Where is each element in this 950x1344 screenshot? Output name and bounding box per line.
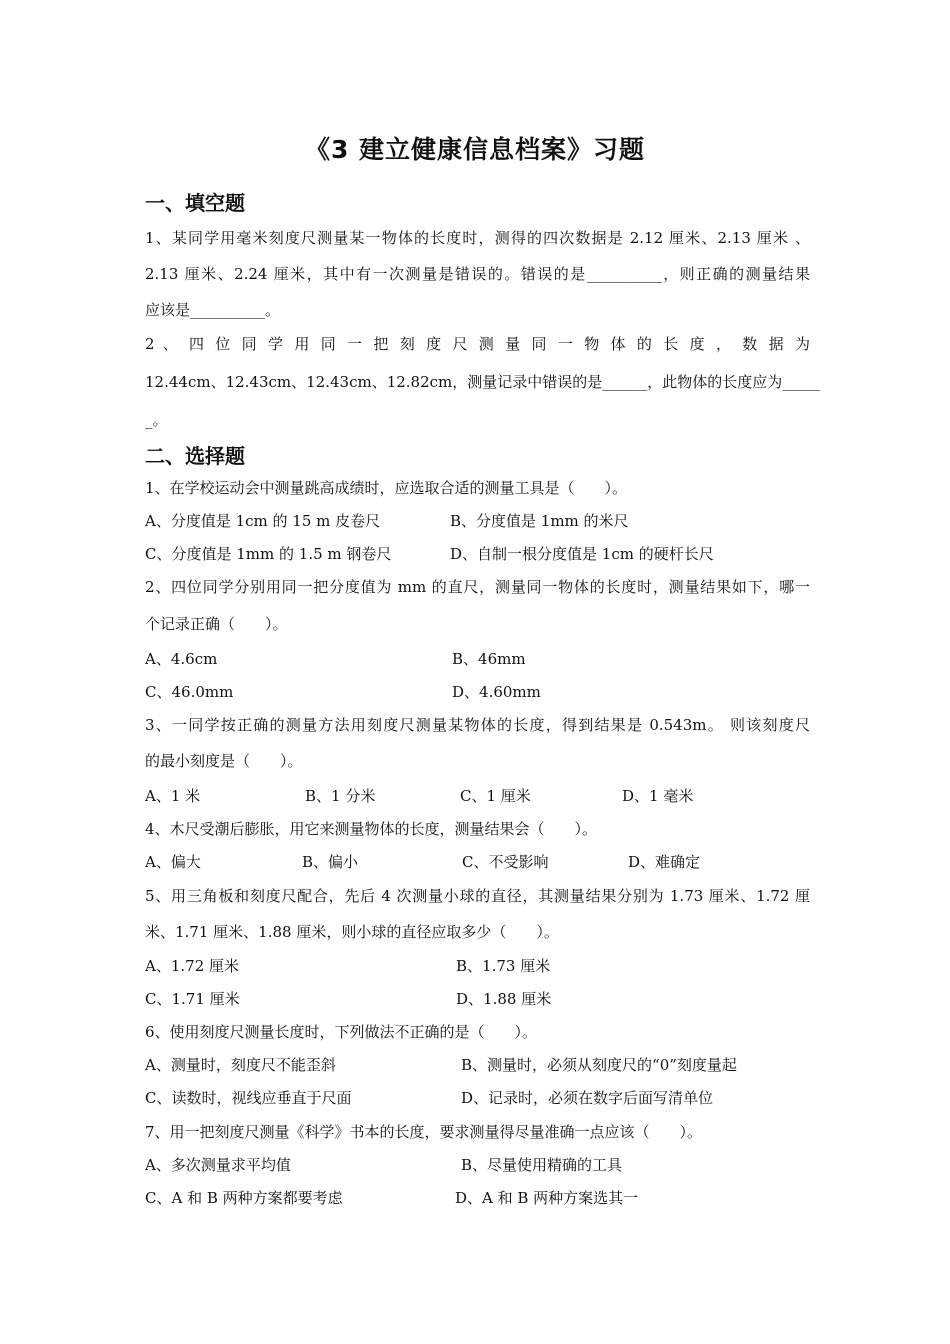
choice-q7-option-a: A、多次测量求平均值: [145, 1156, 291, 1174]
fill-q1-line1: 1、某同学用毫米刻度尺测量某一物体的长度时，测得的四次数据是 2.12 厘米、2.13 厘米 、: [145, 229, 810, 247]
choice-q7-stem: 7、用一把刻度尺测量《科学》书本的长度，要求测量得尽量准确一点应该（ ）。: [145, 1123, 703, 1141]
choice-q1-option-d: D、自制一根分度值是 1cm 的硬杆长尺: [450, 545, 714, 563]
choice-q6-option-a: A、测量时，刻度尺不能歪斜: [145, 1056, 336, 1074]
choice-q3-stem-line2: 的最小刻度是（ ）。: [145, 752, 303, 770]
choice-q1-option-b: B、分度值是 1mm 的米尺: [450, 512, 629, 530]
choice-q2-option-d: D、4.60mm: [452, 683, 541, 701]
fill-q1-line2: 2.13 厘米、2.24 厘米，其中有一次测量是错误的。错误的是__________，则正确的测量结果: [145, 265, 810, 283]
choice-q2-option-c: C、46.0mm: [145, 683, 234, 701]
choice-q5-stem-line2: 米、1.71 厘米、1.88 厘米，则小球的直径应取多少（ ）。: [145, 923, 559, 941]
choice-q4-option-a: A、偏大: [145, 853, 201, 871]
fill-q2-line2: 12.44cm、12.43cm、12.43cm、12.82cm，测量记录中错误的是______，此物体的长度应为_____: [145, 373, 820, 391]
choice-q1-option-c: C、分度值是 1mm 的 1.5 m 钢卷尺: [145, 545, 392, 563]
choice-q4-option-c: C、不受影响: [462, 853, 549, 871]
fill-q1-line3: 应该是__________。: [145, 301, 281, 319]
choice-q4-option-d: D、难确定: [628, 853, 701, 871]
choice-q5-option-b: B、1.73 厘米: [456, 957, 551, 975]
fill-q2-line3: _。: [145, 411, 168, 429]
choice-q2-stem-line2: 个记录正确（ ）。: [145, 615, 288, 633]
choice-q1-option-a: A、分度值是 1cm 的 15 m 皮卷尺: [145, 512, 381, 530]
section-heading-fill-in: 一、填空题: [145, 191, 245, 215]
choice-q3-option-a: A、1 米: [145, 787, 201, 805]
choice-q1-stem: 1、在学校运动会中测量跳高成绩时，应选取合适的测量工具是（ ）。: [145, 479, 628, 497]
page-title: 《3 建立健康信息档案》习题: [304, 135, 646, 164]
choice-q5-stem-line1: 5、用三角板和刻度尺配合，先后 4 次测量小球的直径，其测量结果分别为 1.73 厘米、1.72 厘: [145, 887, 810, 905]
choice-q3-stem-line1: 3、一同学按正确的测量方法用刻度尺测量某物体的长度，得到结果是 0.543m。 则该刻度尺: [145, 716, 810, 734]
choice-q5-option-a: A、1.72 厘米: [145, 957, 239, 975]
choice-q2-option-b: B、46mm: [452, 650, 526, 668]
choice-q5-option-c: C、1.71 厘米: [145, 990, 240, 1008]
choice-q7-option-c: C、A 和 B 两种方案都要考虑: [145, 1189, 343, 1207]
choice-q4-option-b: B、偏小: [302, 853, 359, 871]
choice-q3-option-d: D、1 毫米: [622, 787, 694, 805]
choice-q2-option-a: A、4.6cm: [145, 650, 218, 668]
choice-q7-option-b: B、尽量使用精确的工具: [461, 1156, 623, 1174]
choice-q6-option-d: D、记录时，必须在数字后面写清单位: [461, 1089, 714, 1107]
choice-q5-option-d: D、1.88 厘米: [456, 990, 552, 1008]
choice-q3-option-b: B、1 分米: [305, 787, 376, 805]
choice-q6-option-c: C、读数时，视线应垂直于尺面: [145, 1089, 352, 1107]
choice-q3-option-c: C、1 厘米: [460, 787, 531, 805]
choice-q7-option-d: D、A 和 B 两种方案选其一: [455, 1189, 639, 1207]
choice-q4-stem: 4、木尺受潮后膨胀，用它来测量物体的长度，测量结果会（ ）。: [145, 820, 598, 838]
choice-q6-stem: 6、使用刻度尺测量长度时，下列做法不正确的是（ ）。: [145, 1023, 538, 1041]
section-heading-choice: 二、选择题: [145, 444, 245, 468]
choice-q6-option-b: B、测量时，必须从刻度尺的“0”刻度量起: [461, 1056, 737, 1074]
choice-q2-stem-line1: 2、四位同学分别用同一把分度值为 mm 的直尺，测量同一物体的长度时，测量结果如下，哪一: [145, 578, 810, 596]
fill-q2-line1: 2 、 四 位 同 学 用 同 一 把 刻 度 尺 测 量 同 一 物 体 的 长 度 ， 数 据 为: [145, 335, 810, 353]
